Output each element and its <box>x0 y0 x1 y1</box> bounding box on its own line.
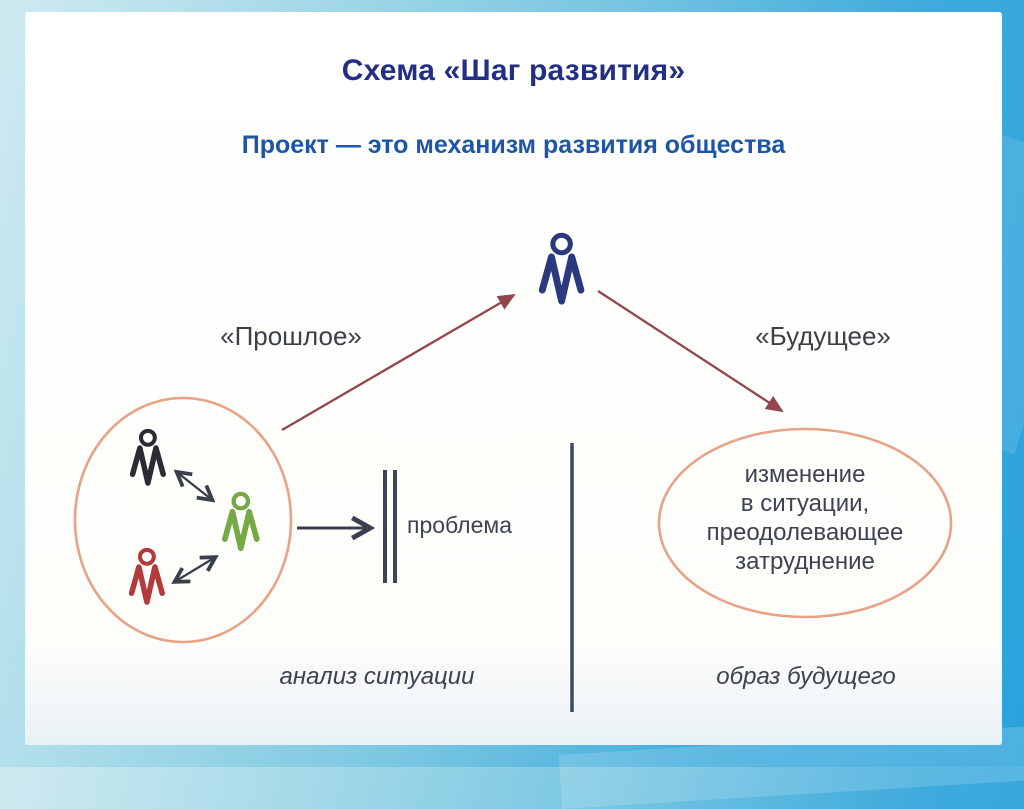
label-problem: проблема <box>407 512 512 538</box>
label-image-of-future: образ будущего <box>716 663 896 690</box>
arrow-past-to-person <box>282 295 514 430</box>
label-situation-analysis: анализ ситуации <box>279 663 475 690</box>
slide-subtitle: Проект — это механизм развития общества <box>241 131 786 159</box>
arrow-dark-green <box>178 473 211 499</box>
label-future: «Будущее» <box>755 321 891 351</box>
person-icon <box>132 550 163 602</box>
label-past: «Прошлое» <box>220 321 362 351</box>
person-icon <box>133 431 164 483</box>
double-bar-barrier-icon <box>385 470 395 583</box>
arrow-red-green <box>176 558 214 581</box>
ellipse-text-line: затруднение <box>735 548 875 575</box>
slide-title: Схема «Шаг развития» <box>341 54 686 87</box>
future-ellipse-text <box>707 460 904 576</box>
ellipse-text-line: в ситуации, <box>740 490 870 517</box>
situation-circle <box>75 398 291 642</box>
person-icon <box>225 494 257 548</box>
ellipse-text-line: изменение <box>744 461 866 488</box>
person-icon <box>542 235 581 301</box>
ellipse-text-line: преодолевающее <box>706 519 904 546</box>
